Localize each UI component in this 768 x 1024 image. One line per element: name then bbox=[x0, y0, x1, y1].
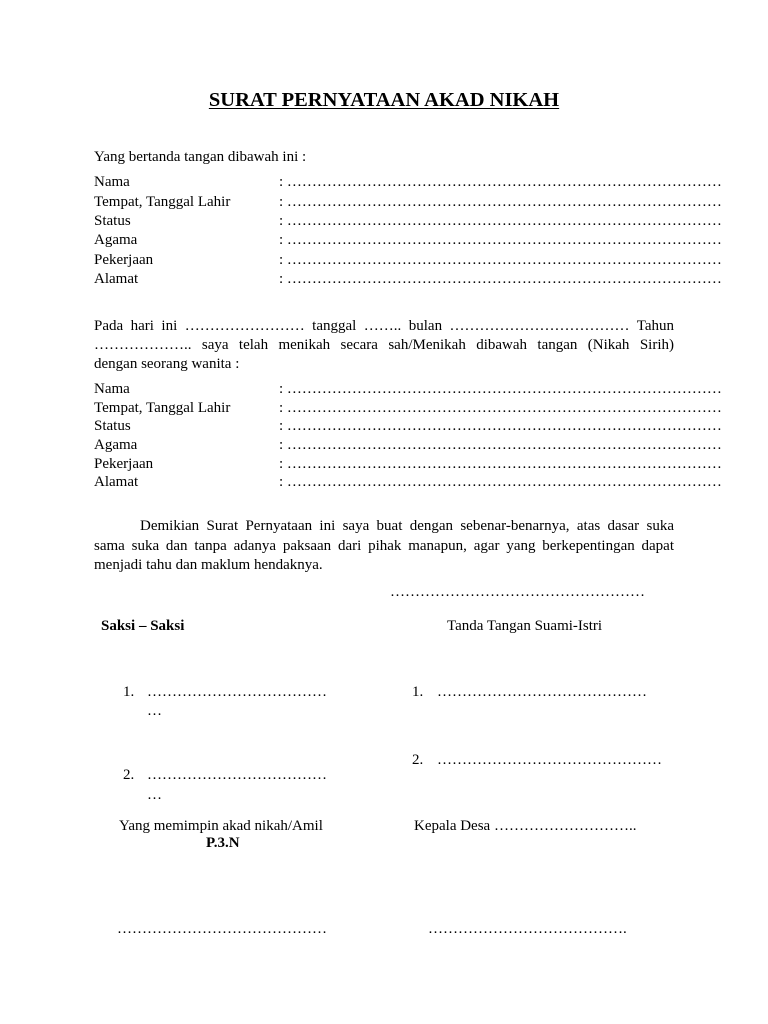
spouses-heading: Tanda Tangan Suami-Istri bbox=[447, 618, 603, 634]
field-value-ttl: : …………………………………………………………………………… bbox=[279, 400, 722, 416]
field-label-alamat: Alamat bbox=[94, 271, 139, 287]
paragraph-line: dengan seorang wanita : bbox=[94, 356, 240, 372]
field-value-agama: : …………………………………………………………………………… bbox=[279, 437, 722, 453]
place-date-dots: …………………………………………… bbox=[390, 584, 645, 600]
field-label-status: Status bbox=[94, 213, 131, 229]
field-value-nama: : …………………………………………………………………………… bbox=[279, 174, 722, 190]
field-value-status: : …………………………………………………………………………… bbox=[279, 213, 722, 229]
witness-number: 2. bbox=[123, 767, 135, 783]
witness-signature-dots: ……………………………… bbox=[147, 767, 327, 783]
field-label-nama: Nama bbox=[94, 381, 130, 397]
paragraph-line: ……………….. saya telah menikah secara sah/Menikah dibawah tangan (Nikah Sirih) bbox=[94, 337, 674, 353]
witness-signature-dots-wrap: … bbox=[147, 703, 162, 719]
paragraph-line: Demikian Surat Pernyataan ini saya buat dengan sebenar-benarnya, atas dasar suka bbox=[140, 518, 674, 534]
witnesses-heading: Saksi – Saksi bbox=[101, 618, 185, 634]
field-label-nama: Nama bbox=[94, 174, 130, 190]
officiant-label: Yang memimpin akad nikah/Amil bbox=[119, 818, 323, 834]
village-head-signature-dots: …………………………………. bbox=[428, 921, 627, 937]
field-value-nama: : …………………………………………………………………………… bbox=[279, 381, 722, 397]
field-label-agama: Agama bbox=[94, 232, 138, 248]
field-value-agama: : …………………………………………………………………………… bbox=[279, 232, 722, 248]
paragraph-line: menjadi tahu dan maklum hendaknya. bbox=[94, 557, 323, 573]
witness-signature-dots-wrap: … bbox=[147, 787, 162, 803]
field-label-pekerjaan: Pekerjaan bbox=[94, 252, 154, 268]
field-value-status: : …………………………………………………………………………… bbox=[279, 418, 722, 434]
field-value-ttl: : …………………………………………………………………………… bbox=[279, 194, 722, 210]
spouse-signature-dots: ……………………………………… bbox=[437, 752, 662, 768]
witness-number: 1. bbox=[123, 684, 135, 700]
paragraph-line: sama suka dan tanpa adanya paksaan dari pihak manapun, agar yang berkepentingan dapat bbox=[94, 538, 674, 554]
field-label-alamat: Alamat bbox=[94, 474, 139, 490]
spouse-signature-dots: …………………………………… bbox=[437, 684, 647, 700]
field-label-status: Status bbox=[94, 418, 131, 434]
spouse-number: 1. bbox=[412, 684, 424, 700]
officiant-title: P.3.N bbox=[206, 835, 240, 851]
officiant-signature-dots: …………………………………… bbox=[117, 921, 327, 937]
field-label-ttl: Tempat, Tanggal Lahir bbox=[94, 400, 231, 416]
field-value-alamat: : …………………………………………………………………………… bbox=[279, 474, 722, 490]
document-title: SURAT PERNYATAAN AKAD NIKAH bbox=[208, 89, 560, 111]
intro-text: Yang bertanda tangan dibawah ini : bbox=[94, 149, 307, 165]
witness-signature-dots: ……………………………… bbox=[147, 684, 327, 700]
paragraph-line: Pada hari ini …………………… tanggal …….. bulan ……………………………… Tahun bbox=[94, 318, 674, 334]
field-value-pekerjaan: : …………………………………………………………………………… bbox=[279, 456, 722, 472]
field-value-pekerjaan: : …………………………………………………………………………… bbox=[279, 252, 722, 268]
village-head-label: Kepala Desa ……………………….. bbox=[414, 818, 637, 834]
spouse-number: 2. bbox=[412, 752, 424, 768]
field-label-pekerjaan: Pekerjaan bbox=[94, 456, 154, 472]
field-label-ttl: Tempat, Tanggal Lahir bbox=[94, 194, 231, 210]
field-label-agama: Agama bbox=[94, 437, 138, 453]
field-value-alamat: : …………………………………………………………………………… bbox=[279, 271, 722, 287]
